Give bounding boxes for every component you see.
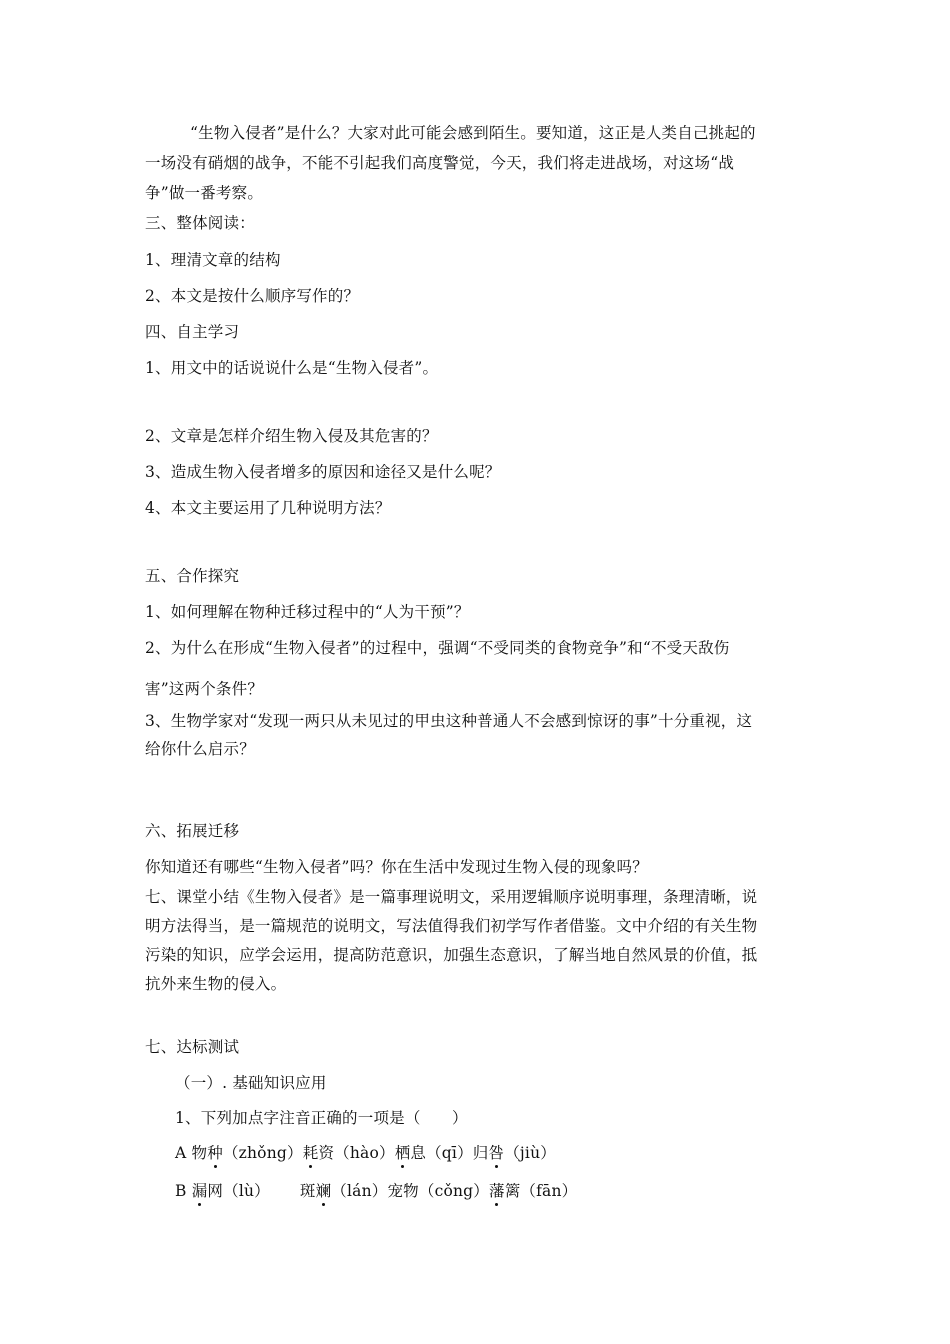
option-a-text-5: （jiù） [504,1144,556,1162]
section-4-question-2: 2、文章是怎样介绍生物入侵及其危害的？ [145,427,438,445]
test-question-1: 1、下列加点字注音正确的一项是（ ） [175,1109,468,1127]
section-4-question-1: 1、用文中的话说说什么是“生物入侵者”。 [145,359,439,377]
section-5-question-3a: 3、生物学家对“发现一两只从未见过的甲虫这种普通人不会感到惊讶的事”十分重视，这 [145,712,753,730]
option-a[interactable] [175,1143,556,1163]
option-b-text-5: 篱（fān） [504,1182,578,1200]
option-a-dotted-char-2: 耗 [302,1144,319,1162]
section-3-question-2: 2、本文是按什么顺序写作的？ [145,287,360,305]
option-b[interactable] [175,1181,577,1201]
option-a-dotted-char-1: 种 [207,1144,223,1162]
option-b-dotted-char-1: 漏 [191,1182,208,1200]
section-5-question-3b: 给你什么启示？ [145,740,255,758]
option-b-text-4: （lán）宠物（cǒng） [331,1182,489,1200]
option-a-text-2: （zhǒng） [222,1144,303,1162]
summary-line-3: 污染的知识，应学会运用，提高防范意识，加强生态意识，了解当地自然风景的价值，抵 [145,946,758,964]
option-b-text-3: 斑 [299,1182,316,1200]
summary-line-1: 七、课堂小结《生物入侵者》是一篇事理说明文，采用逻辑顺序说明事理，条理清晰，说 [145,888,758,906]
option-a-text-4: 息（qī）归 [410,1144,489,1162]
section-test-heading: 七、达标测试 [145,1038,240,1056]
intro-line-1: “生物入侵者”是什么？大家对此可能会感到陌生。要知道，这正是人类自己挑起的 [190,124,756,142]
section-5-question-2b: 害”这两个条件？ [145,680,264,698]
summary-line-4: 抗外来生物的侵入。 [145,975,287,993]
option-b-text-1: B [175,1182,192,1200]
section-5-question-1: 1、如何理解在物种迁移过程中的“人为干预”？ [145,603,470,621]
section-6-heading: 六、拓展迁移 [145,822,240,840]
section-3-question-1: 1、理清文章的结构 [145,251,281,269]
option-a-dotted-char-3: 栖 [394,1144,411,1162]
section-4-question-3: 3、造成生物入侵者增多的原因和途径又是什么呢？ [145,463,501,481]
intro-line-2: 一场没有硝烟的战争，不能不引起我们高度警觉，今天，我们将走进战场，对这场“战 [145,154,735,172]
section-6-question-1: 你知道还有哪些“生物入侵者”吗？你在生活中发现过生物入侵的现象吗？ [145,858,648,876]
section-3-heading: 三、整体阅读： [145,214,255,232]
section-5-heading: 五、合作探究 [145,567,240,585]
summary-line-2: 明方法得当，是一篇规范的说明文，写法值得我们初学写作者借鉴。文中介绍的有关生物 [145,917,758,935]
option-b-text-2: 网（lù） [207,1182,270,1200]
section-4-heading: 四、自主学习 [145,323,240,341]
section-5-question-2a: 2、为什么在形成“生物入侵者”的过程中，强调“不受同类的食物竞争”和“不受天敌伤 [145,639,730,657]
subsection-heading: （一）. 基础知识应用 [175,1074,327,1092]
intro-line-3: 争”做一番考察。 [145,184,264,202]
option-a-text-3: 资（hào） [318,1144,395,1162]
option-a-text-1: A 物 [175,1144,208,1162]
option-b-dotted-char-2: 斓 [315,1182,332,1200]
section-4-question-4: 4、本文主要运用了几种说明方法？ [145,499,391,517]
option-b-dotted-char-3: 藩 [488,1182,505,1200]
option-a-dotted-char-4: 咎 [488,1144,505,1162]
